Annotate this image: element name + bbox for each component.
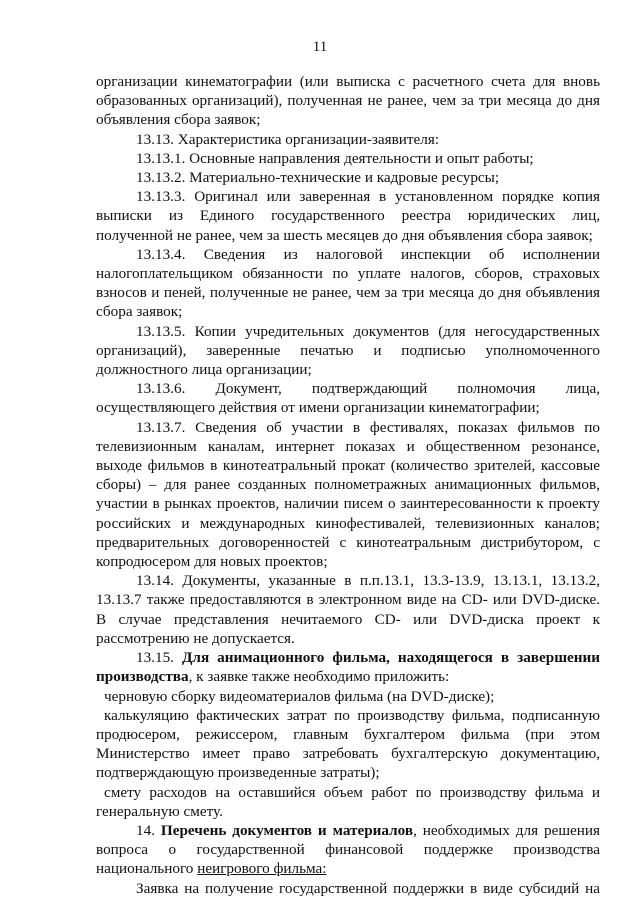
paragraph: 13.13. Характеристика организации-заявителя: — [136, 130, 440, 148]
bold-heading: Перечень документов и материалов — [160, 821, 414, 839]
item-number: 14. — [136, 821, 161, 839]
paragraph-text: , необходимых для решения вопроса о государственной финансовой поддержке производства национального — [96, 821, 600, 878]
paragraph: 13.13.3. Оригинал или заверенная в установленном порядке копия выписки из Единого государственного реестра юридических лиц, полученной не ранее, чем за шесть месяцев до дня объявления сбора заявок; — [96, 188, 600, 244]
paragraph: 13.14. Документы, указанные в п.п.13.1, 13.3-13.9, 13.13.1, 13.13.2, 13.13.7 также предоставляются в электронном виде на CD- или DVD-диске. В случае представления нечитаемого CD- или DVD-диска проект к рассмотрению не допускается. — [96, 572, 600, 647]
paragraph-text: , к заявке также необходимо приложить: — [188, 668, 450, 686]
paragraph: калькуляцию фактических затрат по производству фильма, подписанную продюсером, режиссером, главным бухгалтером фильма (при этом Министерство имеет право затребовать бухгалтерскую документацию, подтверждающую произведенные затраты); — [96, 706, 600, 782]
paragraph — [96, 648, 600, 686]
paragraph: 13.13.6. Документ, подтверждающий полномочия лица, осуществляющего действия от имени организации кинематографии; — [96, 380, 600, 417]
paragraph: черновую сборку видеоматериалов фильма (на DVD-диске); — [104, 687, 495, 705]
paragraph: смету расходов на оставшийся объем работ по производству фильма и генеральную смету. — [96, 783, 600, 820]
paragraph: 13.13.7. Сведения об участии в фестивалях, показах фильмов по телевизионным каналам, интернет показах и общественном резонансе, выходе фильмов в кинотеатральный прокат (количество зрителей, кассовые сборы) – для ранее созданных полнометражных анимационных фильмов, участии в рынках проектов, наличии писем о заинтересованности к проекту российских и международных кинофестивалей, телевизионных каналов; предварительных договоренностей с кинотеатральным дистрибутором, с копродюсером для новых проектов; — [96, 418, 600, 571]
paragraph: организации кинематографии (или выписка с расчетного счета для вновь образованных организаций), полученная не ранее, чем за три месяца до дня объявления сбора заявок; — [96, 73, 600, 129]
document-body — [96, 72, 600, 898]
underlined-text: неигрового фильма: — [197, 860, 327, 878]
paragraph: 13.13.2. Материально-технические и кадровые ресурсы; — [136, 169, 500, 187]
paragraph: Заявка на получение государственной поддержки в виде субсидий на — [136, 879, 600, 897]
item-number: 13.15. — [136, 649, 182, 667]
paragraph: 13.13.4. Сведения из налоговой инспекции об исполнении налогоплательщиком обязанности по уплате налогов, сборов, страховых взносов и пеней, полученные не ранее, чем за три месяца до дня объявления сбора заявок; — [96, 245, 600, 321]
paragraph — [96, 821, 600, 879]
bold-heading: Для анимационного фильма, находящегося в завершении производства — [96, 649, 601, 686]
page-number: 11 — [312, 39, 328, 55]
paragraph: 13.13.1. Основные направления деятельности и опыт работы; — [136, 149, 534, 167]
paragraph: 13.13.5. Копии учредительных документов (для негосударственных организаций), заверенные печатью и подписью уполномоченного должностного лица организации; — [96, 322, 600, 379]
